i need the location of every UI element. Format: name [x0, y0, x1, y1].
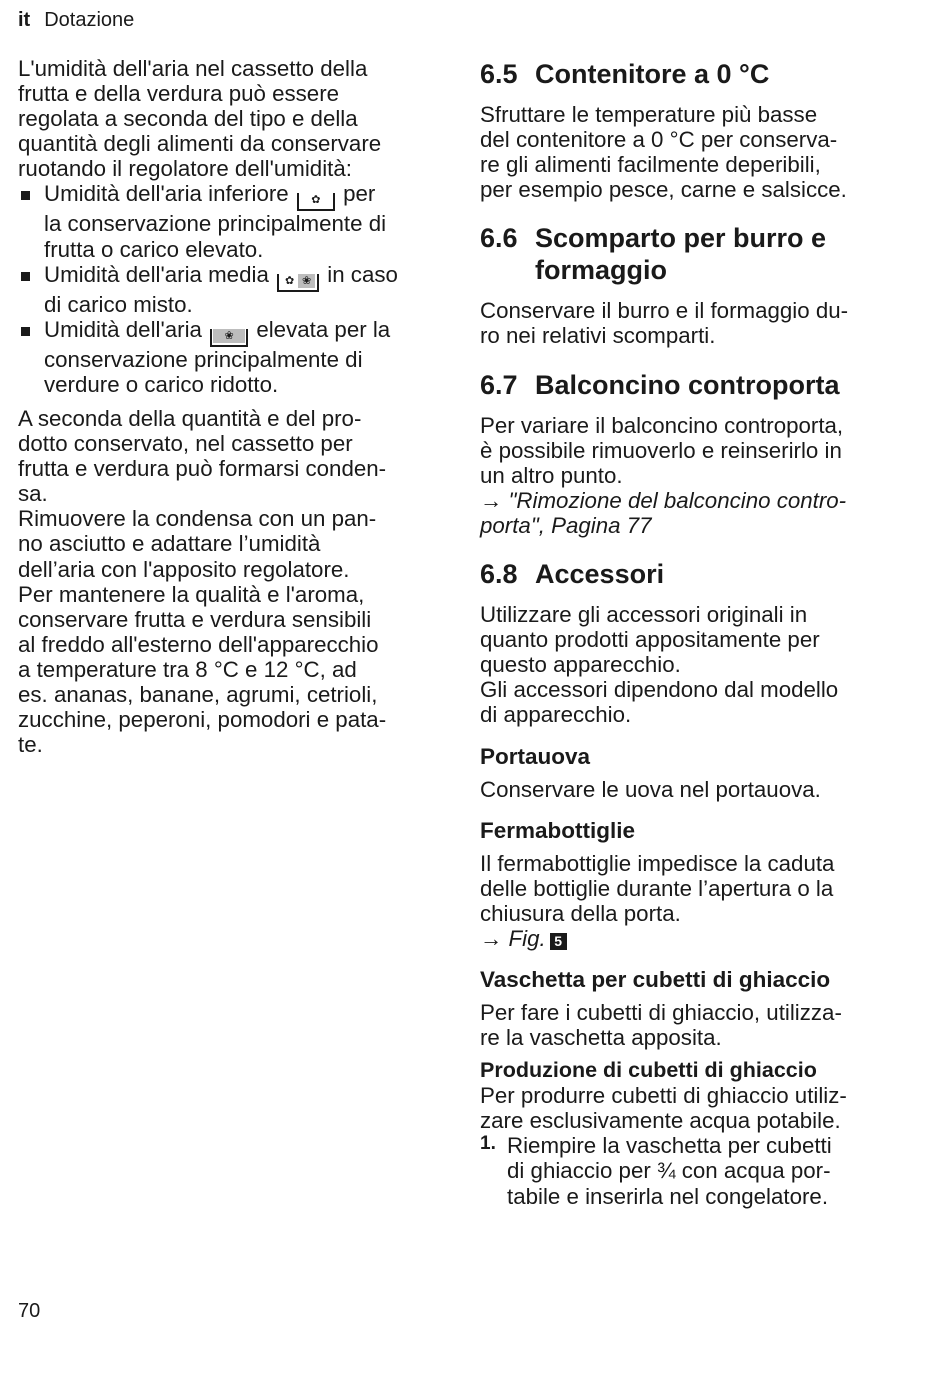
figure-label: Fig. — [508, 925, 546, 951]
list-item-medium-humidity — [18, 262, 436, 317]
text-line: a temperature tra 8 °C e 12 °C, ad — [18, 656, 357, 682]
page-number: 70 — [18, 1300, 41, 1322]
bullet-text: Umidità dell'aria media — [44, 261, 269, 287]
bullet-text: frutta o carico elevato. — [44, 236, 264, 262]
text-line: quantità degli alimenti da conservare — [18, 131, 382, 157]
text-line: no asciutto e adattare l’umidità — [18, 531, 321, 557]
text-line: es. ananas, banane, agrumi, cetrioli, — [18, 681, 378, 707]
humidity-list — [18, 181, 436, 396]
text-line: Il fermabottiglie impedisce la caduta — [480, 850, 835, 876]
step-number: 1. — [480, 1133, 496, 1155]
text-line: ruotando il regolatore dell'umidità: — [18, 156, 352, 182]
section-body-6-7 — [480, 413, 900, 538]
ice-tray-body — [480, 1000, 900, 1050]
text-line: L'umidità dell'aria nel cassetto della — [18, 56, 368, 81]
text-line: frutta e della verdura può essere — [18, 81, 340, 107]
bullet-text: conservazione principalmente di — [44, 346, 363, 372]
text-line: re gli alimenti facilmente deperibili, — [480, 152, 821, 178]
text-line: conservare frutta e verdura sensibili — [18, 606, 372, 632]
text-line: Utilizzare gli accessori originali in — [480, 602, 808, 628]
left-column — [18, 56, 436, 757]
figure-reference-link[interactable] — [480, 926, 900, 951]
cross-reference-text[interactable]: porta", Pagina 77 — [480, 512, 652, 538]
section-heading-6-5 — [480, 58, 900, 90]
text-line: quanto prodotti appositamente per — [480, 627, 820, 653]
medium-humidity-icon: ✿ ❀ — [277, 274, 319, 292]
section-heading-6-6 — [480, 222, 900, 286]
text-line: zare esclusivamente acqua potabile. — [480, 1108, 841, 1134]
step-text: di ghiaccio per ¾ con acqua por- — [507, 1158, 831, 1184]
text-line: ro nei relativi scomparti. — [480, 323, 716, 349]
section-title-continued: formaggio — [535, 255, 667, 286]
figure-number-badge: 5 — [550, 933, 567, 950]
list-item-low-humidity — [18, 181, 436, 261]
bullet-text: di carico misto. — [44, 291, 193, 317]
arrow-right-icon: → — [480, 487, 503, 513]
low-humidity-icon: ✿ — [297, 193, 335, 211]
text-line: chiusura della porta. — [480, 900, 681, 926]
text-line: Rimuovere la condensa con un pan- — [18, 506, 377, 532]
text-line: dotto conservato, nel cassetto per — [18, 431, 353, 457]
bullet-text: la conservazione principalmente di — [44, 211, 387, 237]
ice-production-body — [480, 1083, 900, 1133]
section-body-6-6 — [480, 298, 900, 348]
condensation-paragraph — [18, 406, 436, 757]
text-line: A seconda della quantità e del pro- — [18, 405, 362, 431]
text-line: è possibile rimuoverlo e reinserirlo in — [480, 437, 842, 463]
text-line: dell’aria con l'apposito regolatore. — [18, 556, 350, 582]
section-title: Scomparto per burro e — [535, 223, 827, 254]
text-line: Per produrre cubetti di ghiaccio utiliz- — [480, 1083, 847, 1109]
text-line: Per mantenere la qualità e l'aroma, — [18, 581, 365, 607]
text-line: Per fare i cubetti di ghiaccio, utilizza- — [480, 999, 842, 1025]
bullet-text: in caso — [327, 261, 398, 287]
section-body-6-8 — [480, 602, 900, 727]
text-line: al freddo all'esterno dell'apparecchio — [18, 631, 379, 657]
arrow-right-icon: → — [480, 925, 503, 951]
text-line: delle bottiglie durante l’apertura o la — [480, 875, 834, 901]
text-line: regolata a seconda del tipo e della — [18, 106, 358, 132]
text-line: un altro punto. — [480, 462, 623, 488]
subheading-ice-cube-tray: Vaschetta per cubetti di ghiaccio — [480, 966, 831, 992]
text-line: re la vaschetta apposita. — [480, 1025, 722, 1051]
text-line: Conservare le uova nel portauova. — [480, 776, 821, 802]
text-line: sa. — [18, 481, 48, 507]
text-line: di apparecchio. — [480, 702, 632, 728]
section-body-6-5 — [480, 102, 900, 202]
text-line: Gli accessori dipendono dal modello — [480, 677, 839, 703]
text-line: zucchine, peperoni, pomodori e pata- — [18, 707, 387, 733]
text-line: Conservare il burro e il formaggio du- — [480, 298, 849, 324]
section-number: 6.5 — [480, 59, 518, 89]
humidity-intro — [18, 56, 436, 181]
section-title: Balconcino controporta — [535, 369, 840, 400]
subheading-portauova: Portauova — [480, 743, 591, 769]
section-number: 6.6 — [480, 223, 518, 254]
chapter-name: Dotazione — [44, 9, 135, 31]
bullet-text: elevata per la — [256, 316, 391, 342]
step-text: tabile e inserirla nel congelatore. — [507, 1183, 829, 1209]
step-item — [480, 1133, 900, 1208]
bullet-text: Umidità dell'aria inferiore — [44, 181, 289, 207]
language-code: it — [18, 9, 31, 31]
section-number: 6.7 — [480, 369, 518, 400]
section-title: Contenitore a 0 °C — [535, 59, 770, 89]
text-line: del contenitore a 0 °C per conserva- — [480, 127, 838, 153]
step-text: Riempire la vaschetta per cubetti — [507, 1133, 832, 1159]
page-header — [18, 9, 134, 32]
section-heading-6-7 — [480, 369, 900, 401]
section-heading-6-8 — [480, 558, 900, 590]
cross-reference-link[interactable] — [480, 488, 900, 513]
text-line: Per variare il balconcino controporta, — [480, 412, 844, 438]
text-line: te. — [18, 732, 43, 758]
text-line: frutta e verdura può formarsi conden- — [18, 456, 387, 482]
text-line: Sfruttare le temperature più basse — [480, 102, 818, 127]
bullet-text: verdure o carico ridotto. — [44, 371, 279, 397]
steps-list — [480, 1133, 900, 1208]
cross-reference-text: "Rimozione del balconcino contro- — [508, 487, 847, 513]
bullet-text: per — [343, 181, 376, 207]
right-column — [480, 56, 900, 1209]
subheading-fermabottiglie: Fermabottiglie — [480, 817, 636, 843]
fermabottiglie-body — [480, 851, 900, 951]
text-line: questo apparecchio. — [480, 652, 681, 678]
high-humidity-icon: ❀ — [210, 329, 248, 347]
list-item-high-humidity — [18, 317, 436, 397]
bullet-text: Umidità dell'aria — [44, 316, 202, 342]
subheading-ice-production: Produzione di cubetti di ghiaccio — [480, 1058, 817, 1083]
section-title: Accessori — [535, 559, 665, 590]
section-number: 6.8 — [480, 559, 518, 590]
text-line: per esempio pesce, carne e salsicce. — [480, 177, 847, 203]
